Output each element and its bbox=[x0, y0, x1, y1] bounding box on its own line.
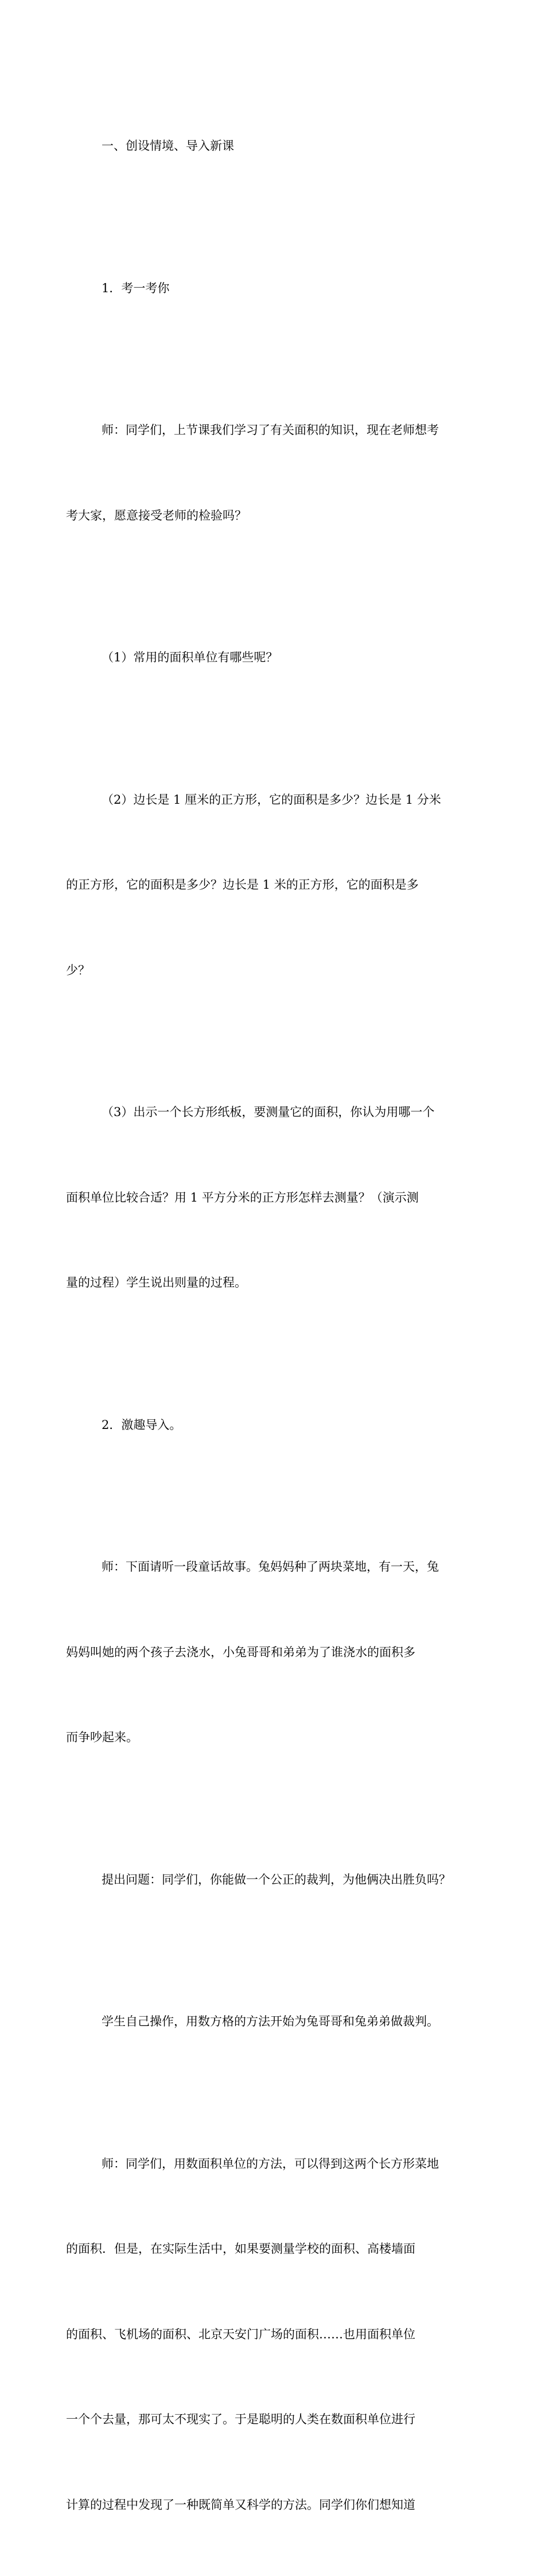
paragraph-line: 2．激趣导入。 bbox=[84, 1411, 474, 1440]
paragraph-line: 学生自己操作，用数方格的方法开始为兔哥哥和兔弟弟做裁判。 bbox=[84, 2008, 474, 2036]
paragraph-line: （2）边长是 1 厘米的正方形，它的面积是多少？边长是 1 分米 bbox=[84, 786, 474, 815]
lesson-text bbox=[84, 75, 474, 2576]
paragraph-line: 提出问题：同学们，你能做一个公正的裁判，为他俩决出胜负吗？ bbox=[84, 1866, 474, 1895]
paragraph-line: 1．考一考你 bbox=[84, 274, 474, 303]
question-item bbox=[84, 729, 474, 1042]
paragraph bbox=[84, 1809, 474, 1951]
paragraph bbox=[84, 1496, 474, 1809]
paragraph-line: 量的过程）学生说出则量的过程。 bbox=[66, 1269, 474, 1297]
paragraph bbox=[84, 1951, 474, 2093]
paragraph-line: 少？ bbox=[66, 956, 474, 985]
paragraph-line: 师：同学们，用数面积单位的方法，可以得到这两个长方形菜地 bbox=[84, 2150, 474, 2179]
paragraph-line: 的正方形，它的面积是多少？边长是 1 米的正方形，它的面积是多 bbox=[66, 871, 474, 900]
paragraph-line: 计算的过程中发现了一种既简单又科学的方法。同学们你们想知道 bbox=[66, 2491, 474, 2520]
subsection-heading bbox=[84, 218, 474, 360]
paragraph-line: 而争吵起来。 bbox=[66, 1723, 474, 1752]
paragraph bbox=[84, 2093, 474, 2576]
paragraph-line: 一、创设情境、导入新课 bbox=[84, 132, 474, 161]
question-item bbox=[84, 1041, 474, 1354]
paragraph-line: 师：同学们，上节课我们学习了有关面积的知识，现在老师想考 bbox=[84, 416, 474, 445]
paragraph-line: 面积单位比较合适？用 1 平方分米的正方形怎样去测量？（演示测 bbox=[66, 1184, 474, 1213]
paragraph-line: （1）常用的面积单位有哪些呢？ bbox=[84, 644, 474, 672]
paragraph-line: 一个个去量，那可太不现实了。于是聪明的人类在数面积单位进行 bbox=[66, 2405, 474, 2434]
paragraph-line: 的面积、飞机场的面积、北京天安门广场的面积……也用面积单位 bbox=[66, 2321, 474, 2349]
paragraph bbox=[84, 359, 474, 587]
question-item bbox=[84, 587, 474, 729]
paragraph-line: 妈妈叫她的两个孩子去浇水，小兔哥哥和弟弟为了谁浇水的面积多 bbox=[66, 1638, 474, 1667]
paragraph-line: （3）出示一个长方形纸板，要测量它的面积，你认为用哪一个 bbox=[84, 1098, 474, 1127]
paragraph-line: 师：下面请听一段童话故事。兔妈妈种了两块菜地，有一天，兔 bbox=[84, 1553, 474, 1582]
paragraph-line: 考大家，愿意接受老师的检验吗？ bbox=[66, 502, 474, 530]
document-page bbox=[0, 0, 545, 772]
section-heading bbox=[84, 75, 474, 218]
paragraph-line: 的面积．但是，在实际生活中，如果要测量学校的面积、高楼墙面 bbox=[66, 2235, 474, 2264]
subsection-heading bbox=[84, 1354, 474, 1497]
